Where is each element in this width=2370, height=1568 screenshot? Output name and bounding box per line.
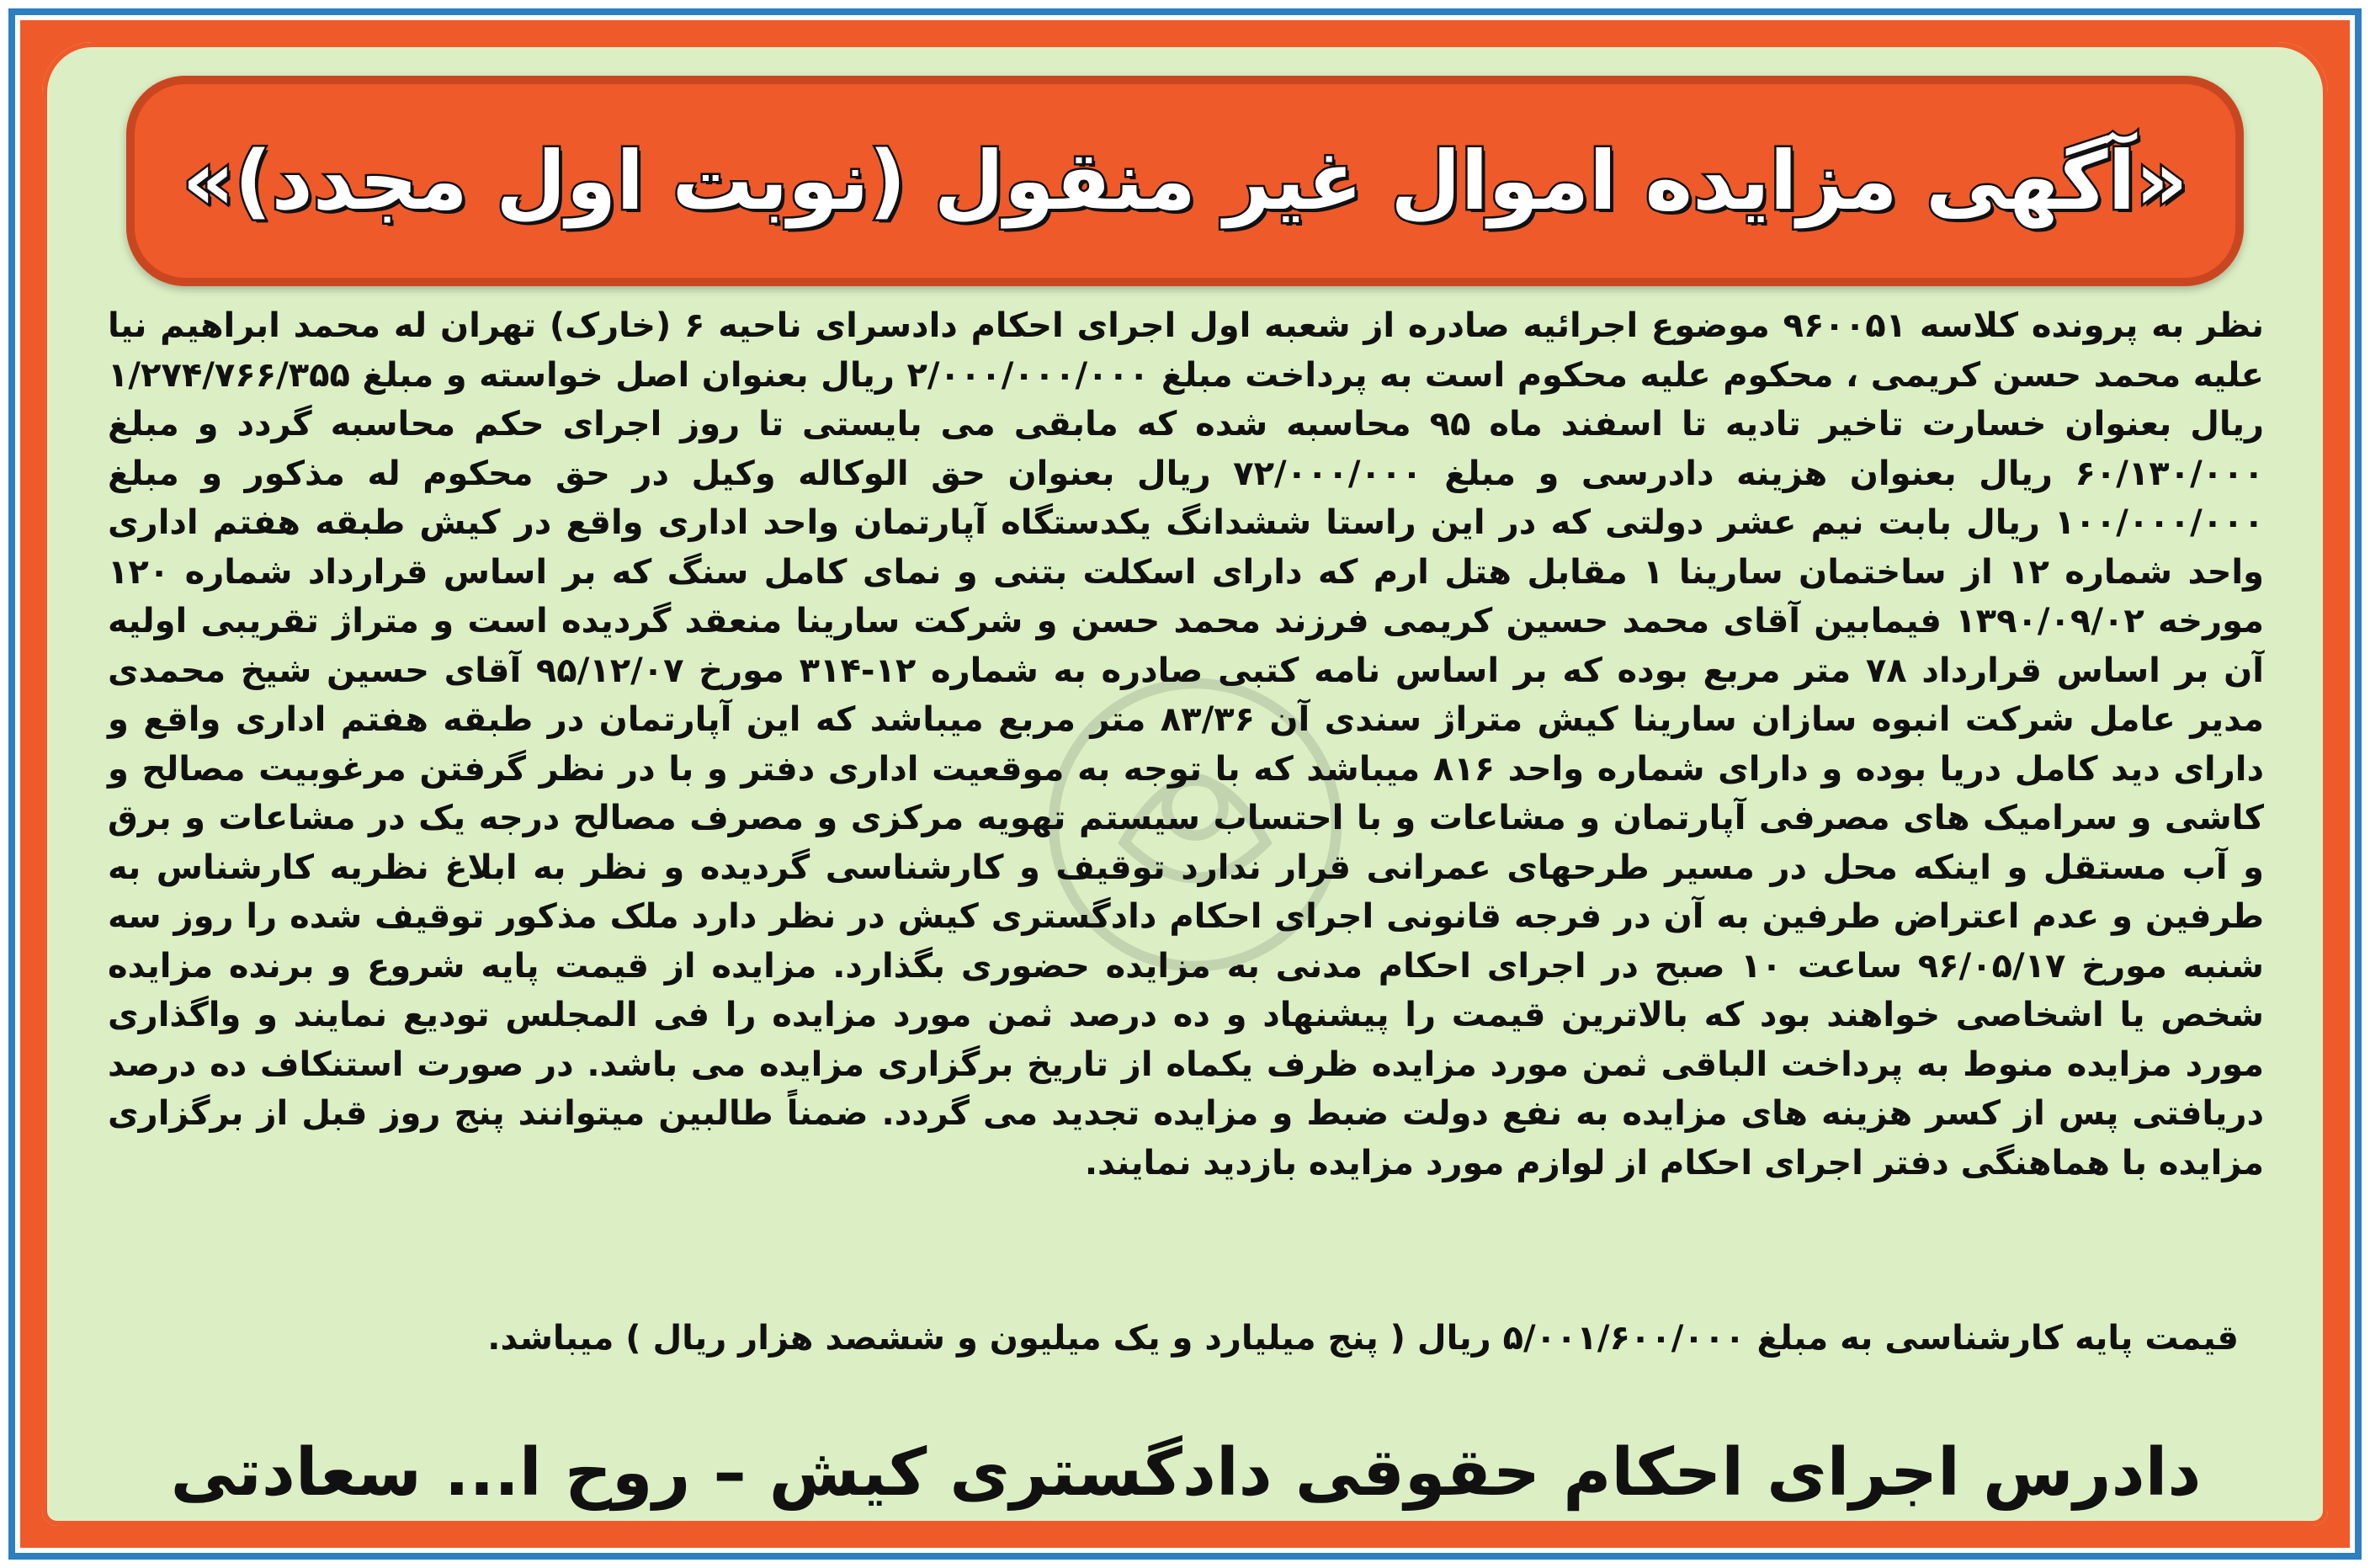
notice-body-paragraph: نظر به پرونده کلاسه ۹۶۰۰۵۱ موضوع اجرائیه صادره از شعبه اول اجرای احکام دادسرای ناحیه ۶ (خارک) تهران له محمد ابراهیم نیا علیه محمد حسن کریمی ، محکوم علیه محکوم است به پرداخت مبلغ ۲/۰۰۰/۰۰۰/۰۰۰ ریال بعنوان اصل خواسته و مبلغ ۱/۲۷۴/۷۶۶/۳۵۵ ریال بعنوان خسارت تاخیر تادیه تا اسفند ماه ۹۵ محاسبه شده که مابقی می بایستی تا روز اجرای حکم محاسبه گردد و مبلغ ۶۰/۱۳۰/۰۰۰ ریال بعنوان هزینه دادرسی و مبلغ ۷۲/۰۰۰/۰۰۰ ریال بعنوان حق الوکاله وکیل در حق محکوم له مذکور و مبلغ ۱۰۰/۰۰۰/۰۰۰ ریال بابت نیم عشر دولتی که در این راستا ششدانگ یکدستگاه آپارتمان واحد اداری واقع در کیش طبقه هفتم اداری واحد شماره ۱۲ از ساختمان سارینا ۱ مقابل هتل ارم که دارای اسکلت بتنی و نمای کامل سنگ که بر اساس قرارداد شماره ۱۲۰ مورخه ۱۳۹۰/۰۹/۰۲ فیمابین آقای محمد حسین کریمی فرزند محمد حسن و شرکت سارینا منعقد گردیده است و متراژ تقریبی اولیه آن بر اساس قرارداد ۷۸ متر مربع بوده که بر اساس نامه کتبی صادره به شماره ۱۲-۳۱۴ مورخ ۹۵/۱۲/۰۷ آقای حسین شیخ محمدی مدیر عامل شرکت انبوه سازان سارینا کیش متراژ سندی آن ۸۳/۳۶ متر مربع میباشد که این آپارتمان در طبقه هفتم اداری واقع و دارای دید کامل دریا بوده و دارای شماره واحد ۸۱۶ میباشد که با توجه به موقعیت اداری دفتر و با در نظر گرفتن مرغوبیت مصالح و کاشی و سرامیک های مصرفی آپارتمان و مشاعات و با احتساب سیستم تهویه مرکزی و مصرف مصالح درجه یک در مشاعات و برق و آب مستقل و اینکه محل در مسیر طرحهای عمرانی قرار ندارد توقیف و کارشناسی گردیده و نظر به ابلاغ نظریه کارشناس به طرفین و عدم اعتراض طرفین به آن در فرجه قانونی اجرای احکام دادگستری کیش در نظر دارد ملک مذکور توقیف شده را روز سه شنبه مورخ ۹۶/۰۵/۱۷ ساعت ۱۰ صبح در اجرای احکام مدنی به مزایده حضوری بگذارد. مزایده از قیمت پایه شروع و برنده مزایده شخص یا اشخاصی خواهند بود که بالاترین قیمت را پیشنهاد و ده درصد ثمن مورد مزایده را فی المجلس تودیع نمایند و واگذاری مورد مزایده منوط به پرداخت الباقی ثمن مورد مزایده ظرف یکماه از تاریخ برگزاری مزایده می باشد. در صورت استنکاف ده درصد دریافتی پس از کسر هزینه های مزایده به نفع دولت ضبط و مزایده تجدید می گردد. ضمناً طالبین میتوانند پنج روز قبل از برگزاری مزایده با هماهنگی دفتر اجرای احکام از لوازم مورد مزایده بازدید نمایند. [108,306,2265,1183]
notice-panel [42,42,2328,1526]
title-banner [126,76,2244,286]
notice-body [108,301,2264,1188]
signature-line: دادرس اجرای احکام حقوقی دادگستری کیش – روح ا... سعادتی [170,1435,2202,1511]
orange-border [20,20,2350,1548]
notice-title: «آگهی مزایده اموال غیر منقول (نوبت اول مجدد)» [182,134,2188,228]
base-price-line: قیمت پایه کارشناسی به مبلغ ۵/۰۰۱/۶۰۰/۰۰۰ ریال ( پنج میلیارد و یک میلیون و ششصد هزار ریال ) میباشد. [487,1319,2239,1358]
